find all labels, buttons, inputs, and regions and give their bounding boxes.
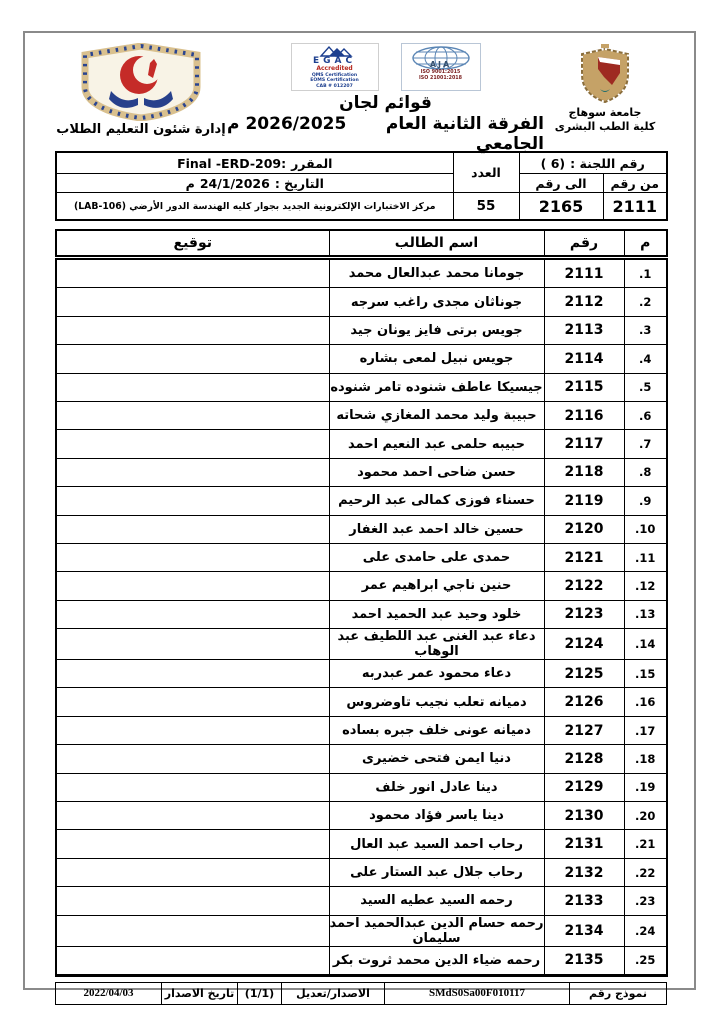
faculty-name: كلية الطب البشرى — [554, 119, 656, 133]
egac-line3: CAB # 012207 — [316, 84, 353, 90]
row-number: 2115 — [544, 373, 624, 401]
row-number: 2131 — [544, 830, 624, 858]
row-index: 15. — [624, 660, 667, 688]
row-number: 2128 — [544, 745, 624, 773]
row-number: 2114 — [544, 345, 624, 373]
form-number-label: نموذج رقم — [570, 982, 667, 1004]
document-header — [55, 43, 666, 154]
row-number: 2129 — [544, 773, 624, 801]
row-signature — [56, 288, 329, 316]
row-index: 8. — [624, 458, 667, 486]
committee-label: رقم اللجنة : — [570, 155, 645, 171]
table-row — [56, 629, 667, 660]
row-signature — [56, 515, 329, 543]
row-name: دعاء محمود عمر عبدربه — [329, 660, 544, 688]
row-number: 2133 — [544, 887, 624, 915]
row-number: 2126 — [544, 688, 624, 716]
egac-logo — [291, 43, 379, 91]
course-label: المقرر — [291, 155, 333, 171]
row-signature — [56, 802, 329, 830]
row-signature — [56, 258, 329, 288]
row-name: جويس برتى فايز يونان جيد — [329, 316, 544, 344]
row-index: 23. — [624, 887, 667, 915]
row-name: دميانه تعلب نجيب تاوضروس — [329, 688, 544, 716]
row-index: 11. — [624, 543, 667, 571]
subtitle-year: 2026/2025 — [245, 113, 347, 134]
to-number-value: 2165 — [519, 193, 603, 221]
name-column-header: اسم الطالب — [329, 230, 544, 258]
table-row — [56, 858, 667, 886]
committee-value: ( 6) — [540, 155, 566, 171]
row-signature — [56, 858, 329, 886]
aja-name: AJA — [429, 60, 452, 69]
row-index: 6. — [624, 401, 667, 429]
university-caption — [555, 106, 655, 134]
egac-line1: QMS Certification — [311, 72, 358, 78]
row-index: 12. — [624, 572, 667, 600]
document-title: قوائم لجان — [339, 93, 432, 113]
row-name: حسين خالد احمد عبد الغفار — [329, 515, 544, 543]
row-name: حمدى على حامدى على — [329, 543, 544, 571]
issue-date-label: تاريخ الاصدار — [162, 982, 238, 1004]
table-row — [56, 887, 667, 915]
department-logo-block — [55, 43, 227, 139]
exam-info-table — [55, 151, 668, 221]
row-signature — [56, 345, 329, 373]
row-number: 2130 — [544, 802, 624, 830]
table-row — [56, 316, 667, 344]
row-index: 24. — [624, 915, 667, 946]
row-number: 2134 — [544, 915, 624, 946]
row-name: دنيا ايمن فتحى خضيرى — [329, 745, 544, 773]
row-index: 2. — [624, 288, 667, 316]
row-number: 2135 — [544, 946, 624, 975]
subtitle-suffix: م — [227, 113, 240, 134]
index-column-header: م — [624, 230, 667, 258]
table-row — [56, 946, 667, 975]
row-number: 2118 — [544, 458, 624, 486]
row-name: جيسيكا عاطف شنوده تامر شنوده — [329, 373, 544, 401]
row-number: 2125 — [544, 660, 624, 688]
page-border-frame — [23, 31, 696, 1000]
row-index: 22. — [624, 858, 667, 886]
table-row — [56, 660, 667, 688]
to-number-header: الى رقم — [519, 174, 603, 193]
sohag-university-logo-icon — [576, 43, 634, 105]
row-index: 10. — [624, 515, 667, 543]
row-number: 2123 — [544, 600, 624, 628]
row-name: رحاب جلال عبد الستار على — [329, 858, 544, 886]
row-name: حسناء فوزى كمالى عبد الرحيم — [329, 487, 544, 515]
row-index: 21. — [624, 830, 667, 858]
row-index: 5. — [624, 373, 667, 401]
row-name: رحمه ضياء الدين محمد ثروت بكر — [329, 946, 544, 975]
from-number-header: من رقم — [603, 174, 667, 193]
document-subtitle — [227, 114, 544, 155]
row-signature — [56, 430, 329, 458]
row-name: دميانه عونى خلف جبره بساده — [329, 716, 544, 744]
students-table — [55, 229, 668, 977]
date-label: التاريخ : — [274, 175, 324, 191]
egac-name: EGAC — [312, 56, 357, 66]
row-number: 2112 — [544, 288, 624, 316]
aja-line1: ISO 9001:2015 — [420, 70, 461, 75]
table-row — [56, 345, 667, 373]
row-signature — [56, 887, 329, 915]
row-number: 2124 — [544, 629, 624, 660]
course-value: Final -ERD-209: — [177, 155, 287, 171]
aja-logo — [401, 43, 481, 91]
subtitle-text: الفرقة الثانية العام الجامعي — [385, 113, 544, 154]
signature-column-header: توقيع — [56, 230, 329, 258]
aja-line2: ISO 21001:2018 — [419, 76, 462, 82]
row-signature — [56, 946, 329, 975]
issue-date-value: 2022/04/03 — [56, 982, 162, 1004]
university-logo-block — [544, 43, 666, 139]
row-name: دينا ياسر فؤاد محمود — [329, 802, 544, 830]
row-name: جويس نبيل لمعى بشاره — [329, 345, 544, 373]
row-name: جوناثان مجدى راغب سرجه — [329, 288, 544, 316]
row-name: حبيبه حلمى عبد النعيم احمد — [329, 430, 544, 458]
egac-cert-lines — [310, 73, 358, 90]
table-row — [56, 716, 667, 744]
table-row — [56, 688, 667, 716]
row-signature — [56, 688, 329, 716]
student-affairs-logo-icon — [75, 43, 207, 121]
row-signature — [56, 572, 329, 600]
revision-label: الاصدار/تعديل — [282, 982, 385, 1004]
date-suffix: م — [185, 175, 195, 191]
student-rows — [56, 258, 667, 976]
row-name: حسن ضاحى احمد محمود — [329, 458, 544, 486]
accreditation-logos — [291, 43, 481, 91]
row-signature — [56, 316, 329, 344]
department-caption: إدارة شئون التعليم الطلاب — [56, 122, 226, 137]
table-row — [56, 745, 667, 773]
row-name: رحمه السيد عطيه السيد — [329, 887, 544, 915]
committee-number-cell — [519, 152, 667, 174]
row-number: 2119 — [544, 487, 624, 515]
row-signature — [56, 401, 329, 429]
row-name: دعاء عبد الغنى عبد اللطيف عبد الوهاب — [329, 629, 544, 660]
row-name: رحاب احمد السيد عبد العال — [329, 830, 544, 858]
row-signature — [56, 716, 329, 744]
table-row — [56, 830, 667, 858]
row-index: 18. — [624, 745, 667, 773]
row-number: 2117 — [544, 430, 624, 458]
table-row — [56, 373, 667, 401]
table-row — [56, 430, 667, 458]
row-signature — [56, 915, 329, 946]
exam-date-cell — [56, 174, 453, 193]
count-value-cell: 55 — [453, 193, 519, 221]
row-signature — [56, 487, 329, 515]
row-index: 16. — [624, 688, 667, 716]
row-name: رحمه حسام الدين عبدالحميد احمد سليمان — [329, 915, 544, 946]
table-row — [56, 401, 667, 429]
row-name: حنين ناجي ابراهيم عمر — [329, 572, 544, 600]
row-number: 2127 — [544, 716, 624, 744]
table-row — [56, 773, 667, 801]
row-signature — [56, 629, 329, 660]
row-index: 4. — [624, 345, 667, 373]
row-number: 2122 — [544, 572, 624, 600]
row-number: 2111 — [544, 258, 624, 288]
aja-iso-lines — [419, 70, 462, 82]
exam-location-cell: مركز الاختبارات الإلكترونية الجديد بجوار كليه الهندسة الدور الأرضي (LAB-106) — [56, 193, 453, 221]
row-index: 1. — [624, 258, 667, 288]
form-code: SMdS0Sa00F010117 — [385, 982, 570, 1004]
table-row — [56, 515, 667, 543]
row-signature — [56, 830, 329, 858]
row-signature — [56, 543, 329, 571]
row-index: 17. — [624, 716, 667, 744]
row-signature — [56, 660, 329, 688]
date-value: 24/1/2026 — [199, 175, 270, 191]
row-name: حبيبة وليد محمد المغازي شحاته — [329, 401, 544, 429]
table-row — [56, 915, 667, 946]
row-signature — [56, 745, 329, 773]
row-index: 14. — [624, 629, 667, 660]
row-signature — [56, 458, 329, 486]
row-index: 7. — [624, 430, 667, 458]
table-row — [56, 600, 667, 628]
students-table-header-row — [56, 230, 667, 258]
row-number: 2113 — [544, 316, 624, 344]
row-name: جومانا محمد عبدالعال محمد — [329, 258, 544, 288]
row-name: خلود وحيد عبد الحميد احمد — [329, 600, 544, 628]
page-content — [25, 33, 694, 1000]
header-center — [227, 43, 544, 154]
row-index: 13. — [624, 600, 667, 628]
table-row — [56, 288, 667, 316]
egac-line2: EOMS Certification — [310, 78, 359, 84]
table-row — [56, 458, 667, 486]
form-footer-table — [55, 982, 667, 1005]
row-index: 3. — [624, 316, 667, 344]
count-header-cell: العدد — [453, 152, 519, 193]
row-name: دينا عادل انور خلف — [329, 773, 544, 801]
row-signature — [56, 373, 329, 401]
table-row — [56, 802, 667, 830]
course-cell — [56, 152, 453, 174]
row-number: 2132 — [544, 858, 624, 886]
egac-accredited-label: Accredited — [316, 65, 353, 72]
table-row — [56, 572, 667, 600]
row-signature — [56, 600, 329, 628]
number-column-header: رقم — [544, 230, 624, 258]
university-name: جامعة سوهاج — [568, 106, 642, 119]
row-number: 2120 — [544, 515, 624, 543]
row-index: 9. — [624, 487, 667, 515]
row-index: 19. — [624, 773, 667, 801]
revision-value: (1/1) — [238, 982, 282, 1004]
row-number: 2116 — [544, 401, 624, 429]
row-number: 2121 — [544, 543, 624, 571]
from-number-value: 2111 — [603, 193, 667, 221]
row-signature — [56, 773, 329, 801]
table-row — [56, 258, 667, 288]
row-index: 20. — [624, 802, 667, 830]
table-row — [56, 543, 667, 571]
row-index: 25. — [624, 946, 667, 975]
table-row — [56, 487, 667, 515]
